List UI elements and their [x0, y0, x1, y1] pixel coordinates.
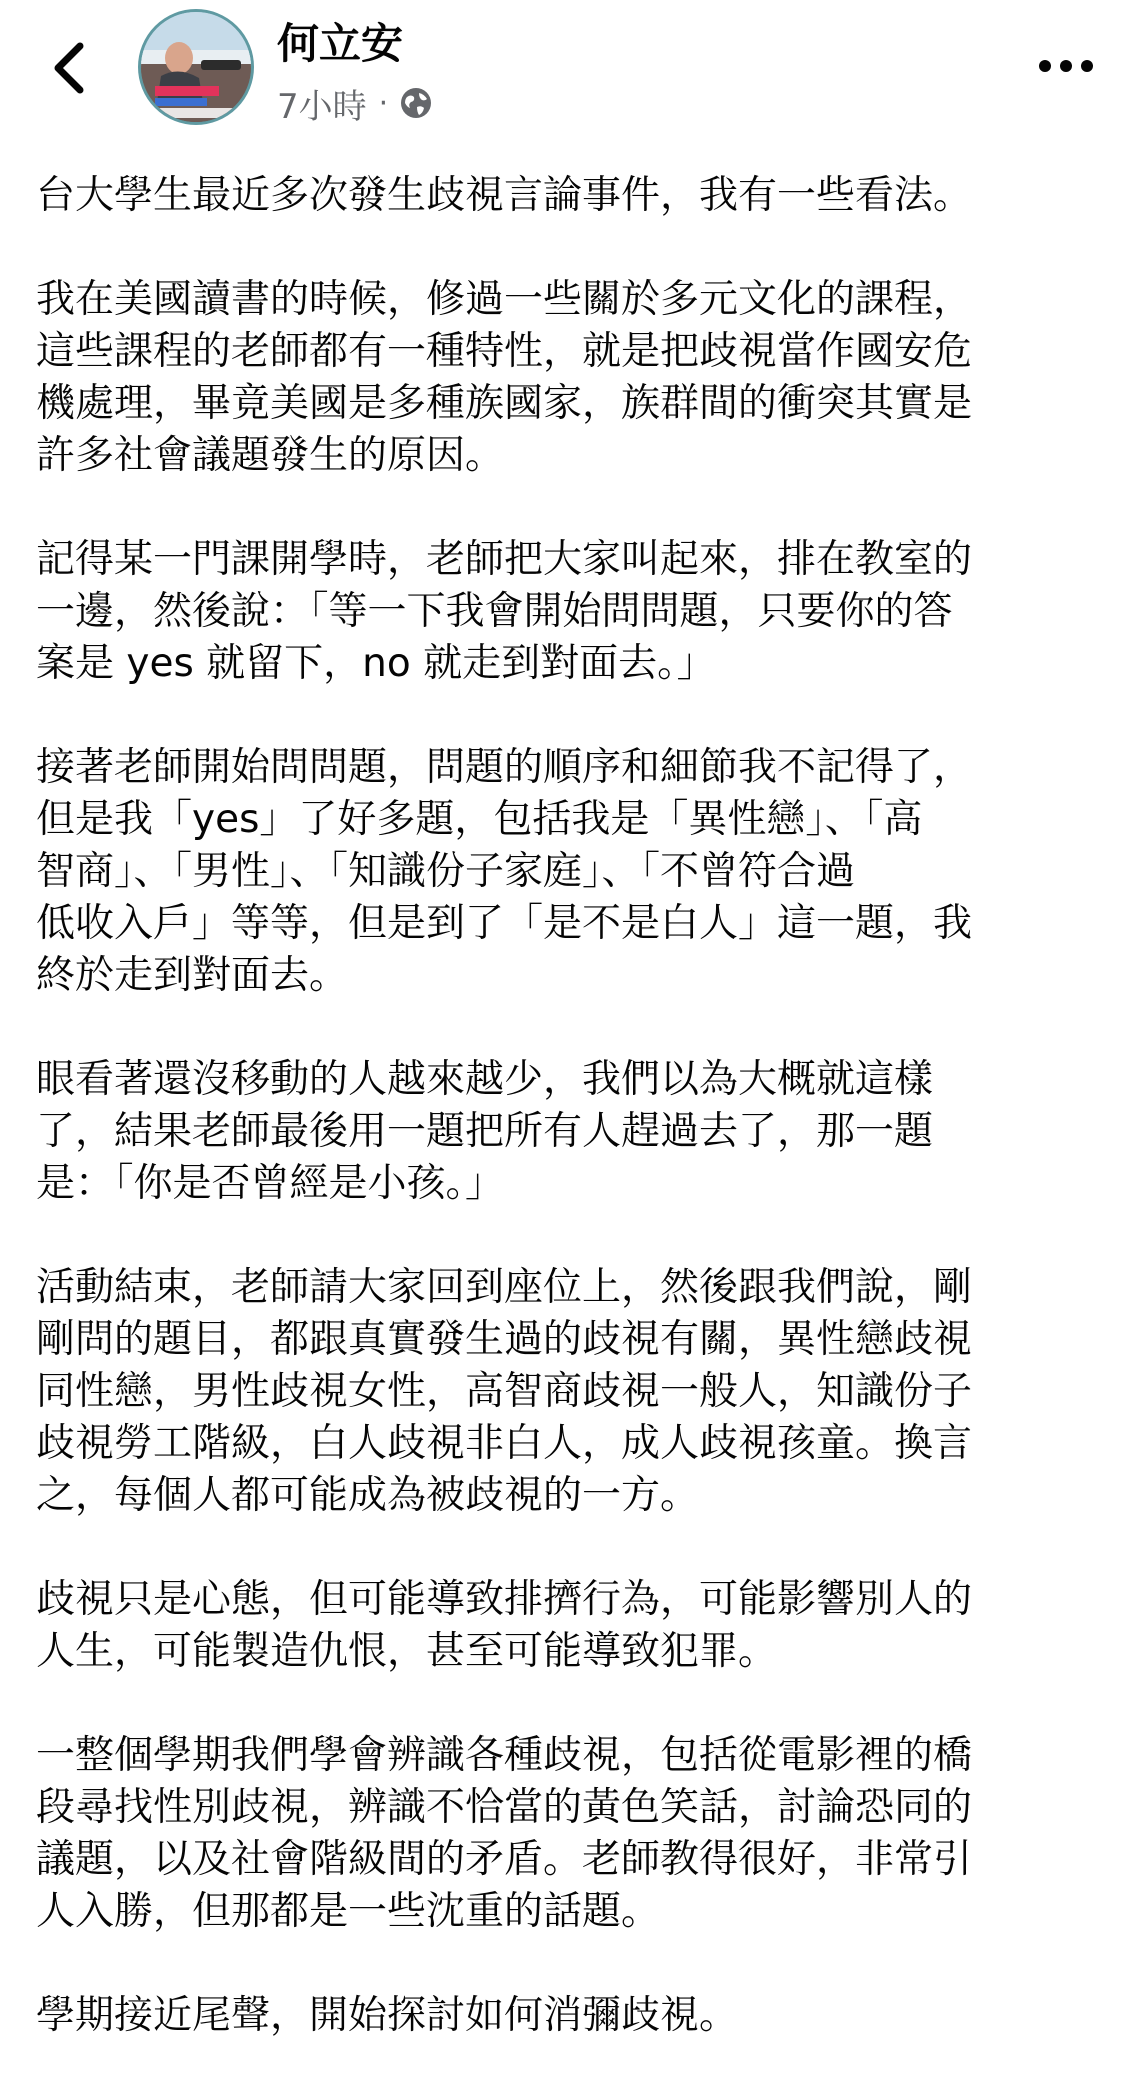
post-text-line: 活動結束，老師請大家回到座位上，然後跟我們說，剛: [36, 1265, 973, 1310]
avatar[interactable]: [138, 9, 254, 125]
back-button[interactable]: [40, 36, 96, 100]
post-text-line: 眼看著還沒移動的人越來越少，我們以為大概就這樣: [36, 1057, 934, 1102]
post-text-line: 但是我「yes」了好多題，包括我是「異性戀」、「高: [36, 797, 923, 842]
post-text-line: 是：「你是否曾經是小孩。」: [36, 1161, 505, 1206]
post-paragraph: [36, 1262, 1106, 1522]
post-paragraph: [36, 1990, 1106, 2042]
post-text-line: 終於走到對面去。: [36, 953, 349, 998]
post-header: [0, 0, 1138, 140]
meta-separator: ·: [378, 85, 389, 121]
post-paragraph: [36, 1054, 1106, 1210]
post-paragraph: [36, 274, 1106, 482]
post-text-line: 記得某一門課開學時，老師把大家叫起來，排在教室的: [36, 537, 973, 582]
post-text-line: 剛問的題目，都跟真實發生過的歧視有關，異性戀歧視: [36, 1317, 973, 1362]
post-text-line: 人入勝，但那都是一些沈重的話題。: [36, 1889, 661, 1934]
post-text-line: 這些課程的老師都有一種特性，就是把歧視當作國安危: [36, 329, 973, 374]
post-text-line: 機處理，畢竟美國是多種族國家，族群間的衝突其實是: [36, 381, 973, 426]
more-horizontal-icon: [1038, 59, 1094, 73]
post-text-line: 了，結果老師最後用一題把所有人趕過去了，那一題: [36, 1109, 934, 1154]
post-paragraph: [36, 1730, 1106, 1938]
globe-icon: [398, 85, 434, 121]
post-text-line: 許多社會議題發生的原因。: [36, 433, 505, 478]
post-time[interactable]: 7小時: [277, 86, 367, 127]
post-text-line: 一邊，然後說：「等一下我會開始問問題，只要你的答: [36, 589, 953, 634]
post-paragraph: [36, 742, 1106, 1002]
post-text-line: 人生，可能製造仇恨，甚至可能導致犯罪。: [36, 1629, 778, 1674]
post-text-line: 一整個學期我們學會辨識各種歧視，包括從電影裡的橋: [36, 1733, 973, 1778]
post-text-line: 之，每個人都可能成為被歧視的一方。: [36, 1473, 700, 1518]
post-paragraph: [36, 1574, 1106, 1678]
author-name[interactable]: 何立安: [277, 19, 404, 68]
post-text-line: 接著老師開始問問題，問題的順序和細節我不記得了，: [36, 745, 973, 790]
post-text-line: 議題，以及社會階級間的矛盾。老師教得很好，非常引: [36, 1837, 973, 1882]
profile-photo-icon: [141, 12, 251, 122]
post-text-line: 案是 yes 就留下，no 就走到對面去。」: [36, 641, 716, 686]
post-text-line: 歧視勞工階級，白人歧視非白人，成人歧視孩童。換言: [36, 1421, 973, 1466]
post-paragraph: [36, 534, 1106, 690]
post-text-line: 我在美國讀書的時候，修過一些關於多元文化的課程，: [36, 277, 973, 322]
post-text-line: 學期接近尾聲，開始探討如何消彌歧視。: [36, 1993, 739, 2038]
post-paragraph: [36, 170, 1106, 222]
more-options-button[interactable]: [1036, 46, 1096, 86]
post-meta: [277, 80, 434, 126]
post-text-line: 台大學生最近多次發生歧視言論事件，我有一些看法。: [36, 173, 973, 218]
post-text: [36, 170, 1106, 2094]
post-text-line: 歧視只是心態，但可能導致排擠行為，可能影響別人的: [36, 1577, 973, 1622]
post-text-line: 同性戀，男性歧視女性，高智商歧視一般人，知識份子: [36, 1369, 973, 1414]
post-text-line: 段尋找性別歧視，辨識不恰當的黃色笑話，討論恐同的: [36, 1785, 973, 1830]
post-text-line: 低收入戶」等等，但是到了「是不是白人」這一題，我: [36, 901, 973, 946]
post-text-line: 智商」、「男性」、「知識份子家庭」、「不曾符合過: [36, 849, 856, 894]
chevron-left-icon: [50, 42, 86, 94]
